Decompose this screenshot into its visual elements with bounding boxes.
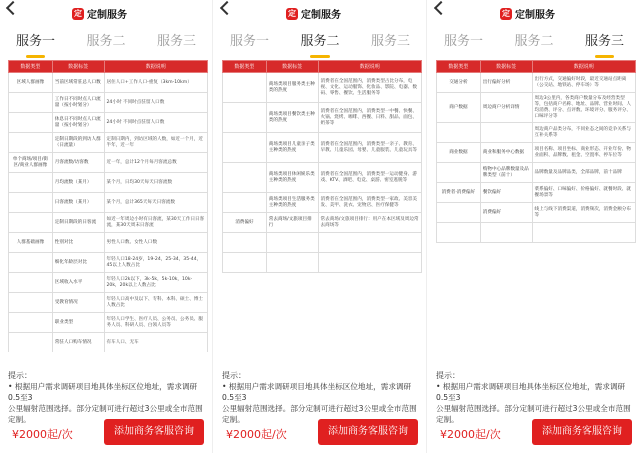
back-arrow-icon[interactable] xyxy=(220,1,234,15)
table-cell-group xyxy=(223,73,267,103)
table-row xyxy=(223,253,422,273)
back-arrow-icon[interactable] xyxy=(6,1,20,15)
table-cell-desc: 有车人口、无车 xyxy=(104,333,208,353)
table-cell-group: 区域人群画像 xyxy=(9,73,53,93)
table-cell-label: 当前区域常驻总人口数 xyxy=(52,73,104,93)
table-cell-label: 周边商户分析详情 xyxy=(480,93,532,123)
table-cell-desc: 年轻人口18-24岁，19-24，25-34，35-44，45以上人数占比 xyxy=(104,253,208,273)
footer-bar xyxy=(428,416,640,453)
table-cell-label: 商场类项目生活服务类主种类的热度 xyxy=(266,193,318,213)
footer-bar xyxy=(0,416,212,453)
table-cell-desc: 某个月，总计365天每天日客流数 xyxy=(104,193,208,213)
tab-service-3[interactable]: 服务三 xyxy=(156,34,196,49)
table-row xyxy=(437,223,636,243)
table-row xyxy=(223,233,422,253)
table-cell-label: 出行偏好分析 xyxy=(480,73,532,93)
table-cell-group: 消费偏好 xyxy=(223,213,267,233)
table-cell-desc: 年轻人口2k以下，3k-5k，5k-10k，10k-20k，20k以上人数占比 xyxy=(104,273,208,293)
table-row xyxy=(437,183,636,203)
table-cell-desc: 消费者在全国范围内，消费类型一亲子、教育、早教、儿童乐园、母婴、儿童服装、儿童玩具等 xyxy=(318,133,422,163)
tips-title: 提示： xyxy=(436,371,460,380)
table-row xyxy=(9,213,208,233)
table-cell-label: 职业类型 xyxy=(52,313,104,333)
table-cell-group xyxy=(437,123,481,143)
table-cell-group xyxy=(223,253,267,273)
table-row xyxy=(9,153,208,173)
table-row xyxy=(9,333,208,353)
table-row xyxy=(9,253,208,273)
table-cell-group xyxy=(223,163,267,193)
table-cell-desc: 年轻人口学生、医疗人员、公务员、公务员、服务人员、科研人员、白领人员等 xyxy=(104,313,208,333)
table-cell-label: 消费偏好 xyxy=(480,203,532,223)
consult-button[interactable]: 添加商务客服咨询 xyxy=(318,419,418,445)
table-row xyxy=(9,313,208,333)
data-table-image xyxy=(436,60,636,352)
table-cell-desc: 近一年，总计12个月每月客流总数 xyxy=(104,153,208,173)
table-header-cell: 数据类型 xyxy=(437,61,481,73)
table-cell-label: 商场类项目儿童亲子类主种类的热度 xyxy=(266,133,318,163)
table-cell-group xyxy=(9,273,53,293)
table-cell-desc: 男性人口数、女性人口数 xyxy=(104,233,208,253)
tips-line-2: 公里辐射范围选择。部分定制可进行超过3公里或全市范围定制。 xyxy=(436,404,631,424)
table-header-cell: 数据类型 xyxy=(9,61,53,73)
table-cell-group: 消费者·消费偏好 xyxy=(437,183,481,203)
table-cell-group: 交通分析 xyxy=(437,73,481,93)
table-cell-group xyxy=(9,93,53,113)
tab-service-3[interactable]: 服务三 xyxy=(370,34,410,49)
table-row xyxy=(223,193,422,213)
table-cell-label xyxy=(480,223,532,243)
tips-line-1: • 根据用户需求调研项目地具体坐标区位地址，需求调研0.5至3 xyxy=(436,382,626,402)
table-cell-desc: 消费者在全国范围内，消费类型一运动健身、游戏、KTV、酒吧、电竞、桌游、密室逃脱等 xyxy=(318,163,422,193)
table-cell-desc: 常去商场/文旅项目排行：用户在本区域及周边常去商场等 xyxy=(318,213,422,233)
table-cell-group xyxy=(9,133,53,153)
table-cell-label: 月均流数（某月） xyxy=(52,173,104,193)
data-table xyxy=(8,60,208,352)
tips-line-1: • 根据用户需求调研项目地具体坐标区位地址，需求调研0.5至3 xyxy=(222,382,412,402)
tab-service-1[interactable]: 服务一 xyxy=(444,34,484,49)
tips-line-2: 公里辐射范围选择。部分定制可进行超过3公里或全市范围定制。 xyxy=(222,404,417,424)
panel-service-2 xyxy=(214,0,427,453)
table-row xyxy=(223,133,422,163)
table-cell-label: 细化年龄层对比 xyxy=(52,253,104,273)
tips-title: 提示： xyxy=(8,371,32,380)
table-row xyxy=(9,193,208,213)
table-row xyxy=(9,113,208,133)
table-header-row xyxy=(9,61,208,73)
tab-service-2[interactable]: 服务二 xyxy=(300,30,339,52)
tab-service-3[interactable]: 服务三 xyxy=(585,30,624,52)
tab-service-2[interactable]: 服务二 xyxy=(514,34,554,49)
table-row xyxy=(9,133,208,153)
table-cell-label xyxy=(480,123,532,143)
table-cell-label: 定制日期段的日客流 xyxy=(52,213,104,233)
table-row xyxy=(437,203,636,223)
table-cell-label: 月客流数/访客数 xyxy=(52,153,104,173)
table-cell-label: 日客流数（某月） xyxy=(52,193,104,213)
table-cell-group xyxy=(9,113,53,133)
brand-logo-icon: 定 xyxy=(74,8,82,18)
price-label: ¥2000起/次 xyxy=(12,428,73,441)
table-cell-label: 定制日期段的到访人群（日流量） xyxy=(52,133,104,153)
data-table xyxy=(436,60,636,243)
tips-line-1: • 根据用户需求调研项目地具体坐标区位地址，需求调研0.5至3 xyxy=(8,382,198,402)
tips-title: 提示： xyxy=(222,371,246,380)
table-row xyxy=(9,173,208,193)
table-cell-desc: 24小时 不同时点驻留人口数 xyxy=(104,93,208,113)
consult-button[interactable]: 添加商务客服咨询 xyxy=(104,419,204,445)
table-cell-group xyxy=(223,103,267,133)
table-row xyxy=(223,163,422,193)
table-header-cell: 数据标签 xyxy=(52,61,104,73)
table-row xyxy=(223,213,422,233)
table-cell-group xyxy=(9,293,53,313)
table-cell-group: 商户数据 xyxy=(437,93,481,123)
table-cell-group xyxy=(9,333,53,353)
table-cell-desc: 消费者在全国范围内，消费类型一家政、美容美发、美甲、洗衣、宠物店、医疗保健等 xyxy=(318,193,422,213)
table-cell-desc: 某个月，日均30天每天日客流数 xyxy=(104,173,208,193)
table-cell-group xyxy=(9,193,53,213)
table-cell-group: 人群基础画像 xyxy=(9,233,53,253)
consult-button[interactable]: 添加商务客服咨询 xyxy=(532,419,632,445)
table-row xyxy=(437,93,636,123)
table-row xyxy=(437,73,636,93)
table-cell-desc: 定制日期内，到访区域的人数，如近一个月，近半年，近一年 xyxy=(104,133,208,153)
table-cell-group xyxy=(437,203,481,223)
table-cell-group xyxy=(9,313,53,333)
table-cell-label xyxy=(266,253,318,273)
table-cell-group: 商业数据 xyxy=(437,143,481,163)
data-table xyxy=(222,60,422,273)
panel-service-1 xyxy=(0,0,213,453)
table-cell-desc xyxy=(532,223,636,243)
table-cell-desc xyxy=(318,253,422,273)
table-row xyxy=(9,293,208,313)
table-row xyxy=(9,93,208,113)
tab-service-2[interactable]: 服务二 xyxy=(86,34,126,49)
table-cell-desc: 项目名称、项目坐标、商业形态、开业年份、物业面积、品牌数、租金、空置率、停车位等 xyxy=(532,143,636,163)
table-row xyxy=(437,163,636,183)
table-cell-group xyxy=(9,213,53,233)
data-table-image xyxy=(8,60,208,352)
table-header-cell: 数据说明 xyxy=(532,61,636,73)
table-cell-desc: 年轻人口高中及以下、专科、本科、硕士、博士人数占比 xyxy=(104,293,208,313)
footer-bar xyxy=(214,416,426,453)
data-table-image xyxy=(222,60,422,352)
tab-bar xyxy=(428,30,640,52)
top-bar xyxy=(0,0,212,26)
table-cell-desc: 线上与线下消费渠道，消费频次，消费金额分布等 xyxy=(532,203,636,223)
table-cell-group xyxy=(9,253,53,273)
top-bar xyxy=(214,0,426,26)
table-cell-group: 单个商场/项目/街区/商业人群画像 xyxy=(9,153,53,173)
table-cell-label: 购物中心品牌数量及品牌类型（前十） xyxy=(480,163,532,183)
brand xyxy=(500,6,555,21)
price-label: ¥2000起/次 xyxy=(226,428,287,441)
table-cell-group xyxy=(437,163,481,183)
tab-service-1[interactable]: 服务一 xyxy=(230,34,270,49)
table-cell-group xyxy=(437,223,481,243)
table-header-cell: 数据标签 xyxy=(480,61,532,73)
table-cell-label: 区域收入水平 xyxy=(52,273,104,293)
top-bar xyxy=(428,0,640,26)
tab-bar xyxy=(0,30,212,52)
table-row xyxy=(9,233,208,253)
panel-service-3 xyxy=(428,0,640,453)
table-row xyxy=(9,273,208,293)
table-cell-desc: 如近一年周边小时有日客流，某30天工作日日客流，某30天周末日客流 xyxy=(104,213,208,233)
app-title: 定制服务 xyxy=(87,10,127,21)
table-cell-label: 性别对比 xyxy=(52,233,104,253)
price-label: ¥2000起/次 xyxy=(440,428,501,441)
table-cell-label: 受教育情况 xyxy=(52,293,104,313)
table-cell-desc: 消费者在全国范围内，消费类型占比分布，电视、文化、运动服饰、化妆品、影院、电器、数码、零售、餐饮、生活服务等 xyxy=(318,73,422,103)
table-cell-label: 商场类项目餐饮类主种类的热度 xyxy=(266,103,318,133)
app-title: 定制服务 xyxy=(301,10,341,21)
table-header-cell: 数据说明 xyxy=(318,61,422,73)
table-header-cell: 数据说明 xyxy=(104,61,208,73)
table-cell-desc: 周边3公里内，各类商户数量分布及经营类型等，包括商户名称、地址、品牌、营业时间、人均消费、评分、点评数、环境评分、服务评分、口味评分等 xyxy=(532,93,636,123)
table-cell-label: 休息日不同时点人口流量（按小时划分） xyxy=(52,113,104,133)
brand xyxy=(286,6,341,21)
back-arrow-icon[interactable] xyxy=(434,1,448,15)
table-cell-group xyxy=(223,193,267,213)
table-cell-label: 常去商场/文旅项目排行 xyxy=(266,213,318,233)
table-header-cell: 数据标签 xyxy=(266,61,318,73)
table-row xyxy=(223,103,422,133)
table-cell-desc: 24小时 不同时点驻留人口数 xyxy=(104,113,208,133)
table-header-row xyxy=(223,61,422,73)
tab-bar xyxy=(214,30,426,52)
table-cell-label: 商场类项目服务类主种类的热度 xyxy=(266,73,318,103)
app-title: 定制服务 xyxy=(515,10,555,21)
tips-line-2: 公里辐射范围选择。部分定制可进行超过3公里或全市范围定制。 xyxy=(8,404,203,424)
table-cell-label: 常驻人口购车情况 xyxy=(52,333,104,353)
table-cell-desc: 菜系偏好、口味偏好、价格偏好、就餐时段、就餐场景等 xyxy=(532,183,636,203)
table-cell-label: 工作日不同时点人口流量（按小时划分） xyxy=(52,93,104,113)
table-row xyxy=(437,123,636,143)
table-cell-label: 商业和服务中心数据 xyxy=(480,143,532,163)
table-cell-group xyxy=(223,133,267,163)
tab-service-1[interactable]: 服务一 xyxy=(16,30,55,52)
table-cell-desc: 周边商户品类分布，不同业态之间的竞争关系与互补关系等 xyxy=(532,123,636,143)
table-cell-desc: 居住人口+工作人口-重复（3km-10km） xyxy=(104,73,208,93)
table-cell-label xyxy=(266,233,318,253)
table-cell-group xyxy=(223,233,267,253)
table-cell-desc: 品牌数量及品牌品类，全部品牌，前十品牌 xyxy=(532,163,636,183)
table-header-cell: 数据类型 xyxy=(223,61,267,73)
brand xyxy=(72,6,127,21)
table-cell-desc: 出行方式，交通偏好时段，最近交通站点距离（公交站、地铁站、停车场）等 xyxy=(532,73,636,93)
table-cell-label: 餐饮偏好 xyxy=(480,183,532,203)
table-row xyxy=(223,73,422,103)
table-header-row xyxy=(437,61,636,73)
table-cell-group xyxy=(9,173,53,193)
table-row xyxy=(437,143,636,163)
brand-logo-icon: 定 xyxy=(502,8,510,18)
table-cell-desc: 消费者在全国范围内，消费类型一中餐、快餐、火锅、烧烤、咖啡、西餐、日料、甜品、面包、奶茶等 xyxy=(318,103,422,133)
table-row xyxy=(9,73,208,93)
brand-logo-icon: 定 xyxy=(288,8,296,18)
table-cell-label: 商场类项目休闲娱乐类主种类的热度 xyxy=(266,163,318,193)
table-cell-desc xyxy=(318,233,422,253)
